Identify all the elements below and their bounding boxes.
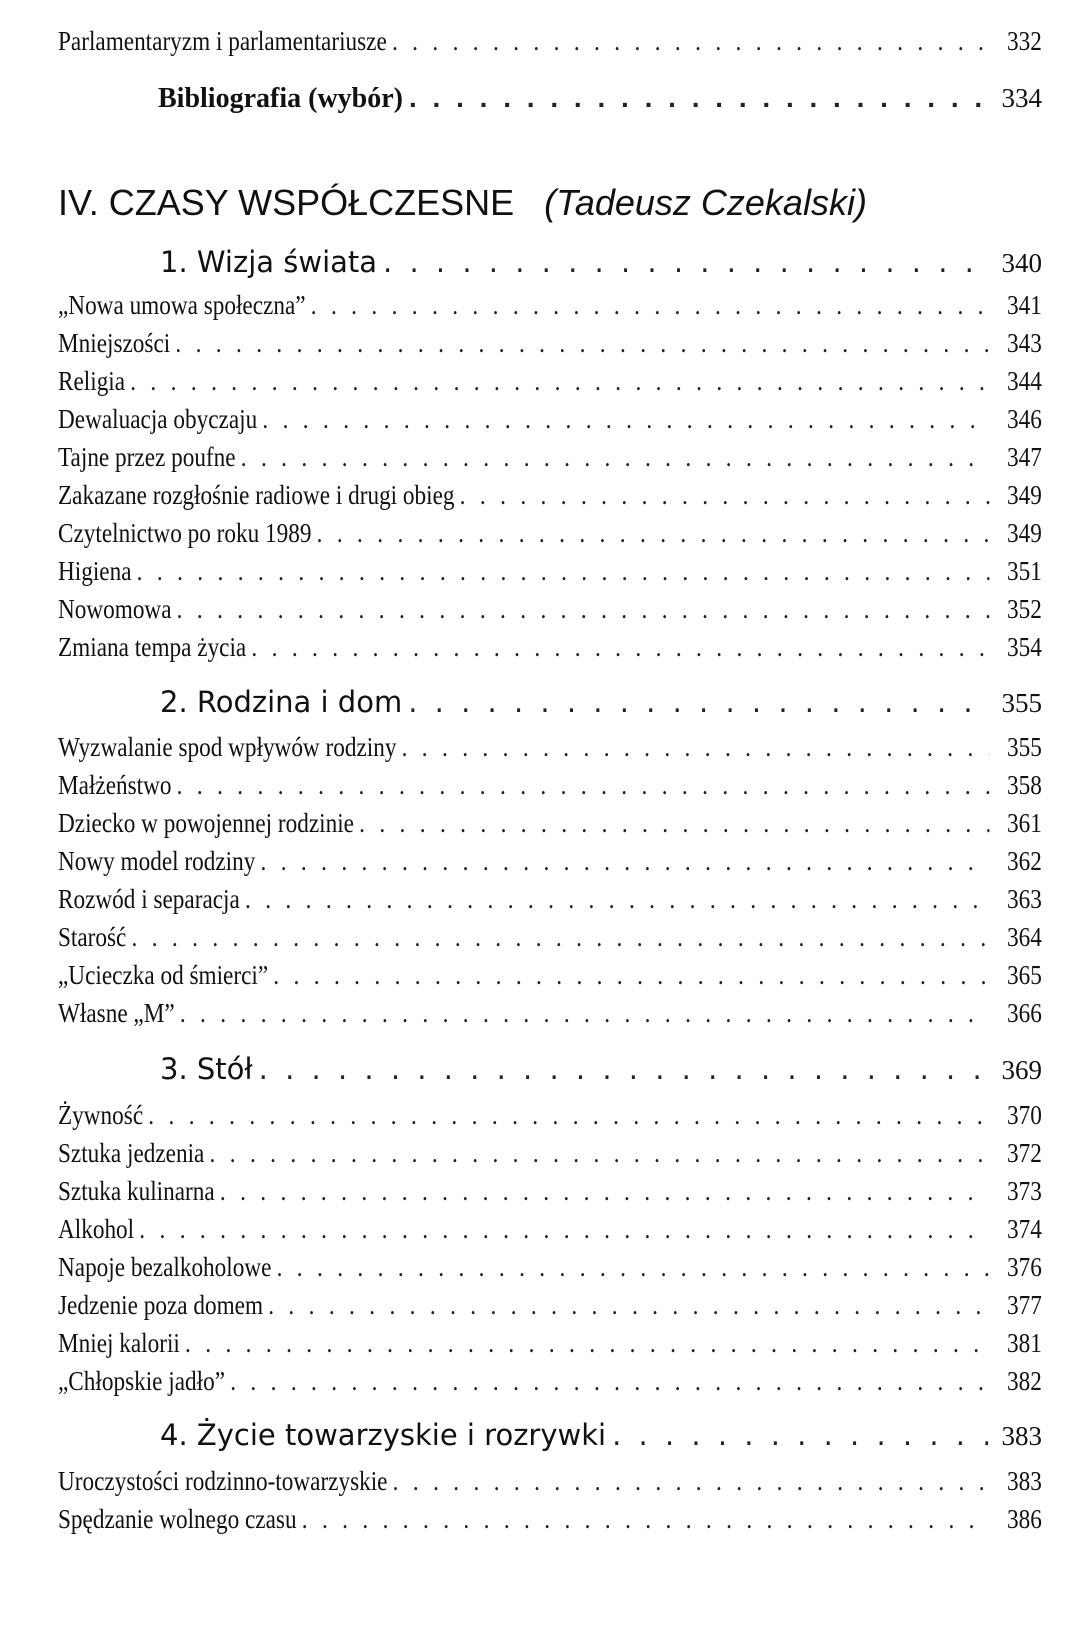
toc-entry-label: Rozwód i separacja <box>58 884 240 914</box>
part-heading <box>58 182 867 224</box>
toc-entry-label: Sztuka kulinarna <box>58 1176 215 1206</box>
dot-leader <box>383 245 988 279</box>
toc-entry-page: 341 <box>1007 290 1042 320</box>
dot-leader <box>359 808 989 839</box>
toc-entry <box>58 328 1042 359</box>
dot-leader <box>130 366 989 397</box>
section-heading <box>160 685 1042 719</box>
toc-entry-label: Napoje bezalkoholowe <box>58 1252 272 1282</box>
dot-leader <box>230 1366 989 1397</box>
toc-entry-page: 347 <box>1007 442 1042 472</box>
toc-entry <box>58 632 1042 663</box>
toc-entry-page: 344 <box>1007 366 1042 396</box>
toc-entry-page: 343 <box>1007 328 1042 358</box>
toc-entry-page: 332 <box>1007 26 1042 56</box>
toc-entry-label: Dewaluacja obyczaju <box>58 404 258 434</box>
dot-leader <box>220 1176 990 1207</box>
toc-entry <box>58 1176 1042 1207</box>
dot-leader <box>175 328 989 359</box>
toc-entry-page: 365 <box>1007 960 1042 990</box>
toc-entry <box>58 442 1042 473</box>
toc-entry-page: 351 <box>1007 556 1042 586</box>
toc-entry-label: Alkohol <box>58 1214 135 1244</box>
dot-leader <box>408 685 988 719</box>
toc-entry-label: Małżeństwo <box>58 770 172 800</box>
toc-entry <box>58 1100 1042 1131</box>
toc-entry-label: Higiena <box>58 556 132 586</box>
toc-entry-label: Tajne przez poufne <box>58 442 236 472</box>
toc-entry-label: Spędzanie wolnego czasu <box>58 1504 297 1534</box>
toc-entry <box>58 26 1042 57</box>
toc-entry <box>58 1504 1042 1535</box>
toc-entry-label: Zakazane rozgłośnie radiowe i drugi obieg <box>58 480 455 510</box>
toc-entry <box>58 366 1042 397</box>
section-heading <box>160 1052 1042 1086</box>
bibliography-entry <box>158 82 1042 115</box>
toc-entry <box>58 884 1042 915</box>
toc-entry-label: Starość <box>58 922 127 952</box>
toc-entry-page: 372 <box>1007 1138 1042 1168</box>
toc-entry-label: Wyzwalanie spod wpływów rodziny <box>58 732 397 762</box>
section-page: 340 <box>1001 248 1042 278</box>
dot-leader <box>612 1418 988 1452</box>
toc-entry-page: 354 <box>1007 632 1042 662</box>
toc-entry <box>58 556 1042 587</box>
dot-leader <box>277 1252 990 1283</box>
toc-entry <box>58 518 1042 549</box>
toc-entry-page: 370 <box>1007 1100 1042 1130</box>
toc-entry <box>58 1466 1042 1497</box>
toc-entry <box>58 404 1042 435</box>
dot-leader <box>392 26 989 57</box>
toc-entry-label: Nowomowa <box>58 594 172 624</box>
toc-entry-page: 352 <box>1007 594 1042 624</box>
toc-entry-page: 374 <box>1007 1214 1042 1244</box>
toc-entry-page: 366 <box>1007 998 1042 1028</box>
toc-entry <box>58 1138 1042 1169</box>
toc-entry-page: 361 <box>1007 808 1042 838</box>
toc-entry <box>58 290 1042 321</box>
toc-entry-page: 386 <box>1007 1504 1042 1534</box>
part-title: IV. CZASY WSPÓŁCZESNE <box>58 182 515 223</box>
dot-leader <box>317 518 990 549</box>
toc-entry <box>58 846 1042 877</box>
dot-leader <box>259 1052 988 1086</box>
toc-entry <box>58 960 1042 991</box>
section-heading <box>160 245 1042 279</box>
toc-entry-page: 383 <box>1007 1466 1042 1496</box>
toc-entry <box>58 1214 1042 1245</box>
dot-leader <box>460 480 990 511</box>
dot-leader <box>262 404 989 435</box>
toc-entry-label: „Chłopskie jadło” <box>58 1366 226 1396</box>
dot-leader <box>210 1138 990 1169</box>
part-author: (Tadeusz Czekalski) <box>544 182 867 223</box>
section-title: 2. Rodzina i dom <box>160 685 403 719</box>
dot-leader <box>137 556 990 587</box>
dot-leader <box>311 290 990 321</box>
dot-leader <box>251 632 989 663</box>
toc-entry-label: Nowy model rodziny <box>58 846 256 876</box>
section-page: 369 <box>1001 1055 1042 1085</box>
toc-entry-page: 364 <box>1007 922 1042 952</box>
dot-leader <box>393 1466 990 1497</box>
dot-leader <box>185 1328 989 1359</box>
toc-entry <box>58 1252 1042 1283</box>
toc-entry-label: „Nowa umowa społeczna” <box>58 290 306 320</box>
toc-entry-page: 358 <box>1007 770 1042 800</box>
toc-entry <box>58 480 1042 511</box>
toc-entry-label: Parlamentaryzm i parlamentariusze <box>58 26 387 56</box>
toc-entry-page: 376 <box>1007 1252 1042 1282</box>
dot-leader <box>302 1504 990 1535</box>
toc-entry <box>58 732 1042 763</box>
toc-entry-page: 349 <box>1007 518 1042 548</box>
toc-entry-page: 373 <box>1007 1176 1042 1206</box>
toc-entry-label: Zmiana tempa życia <box>58 632 247 662</box>
toc-entry-label: Jedzenie poza domem <box>58 1290 264 1320</box>
toc-entry <box>58 998 1042 1029</box>
toc-entry-label: Religia <box>58 366 126 396</box>
section-title: 3. Stół <box>160 1052 253 1086</box>
toc-entry-label: Uroczystości rodzinno-towarzyskie <box>58 1466 388 1496</box>
toc-entry-page: 349 <box>1007 480 1042 510</box>
toc-entry <box>58 594 1042 625</box>
bibliography-page: 334 <box>1001 83 1042 113</box>
toc-entry-label: „Ucieczka od śmierci” <box>58 960 269 990</box>
toc-entry-label: Dziecko w powojennej rodzinie <box>58 808 354 838</box>
toc-entry <box>58 922 1042 953</box>
dot-leader <box>409 82 988 114</box>
dot-leader <box>402 732 990 763</box>
dot-leader <box>273 960 989 991</box>
toc-entry <box>58 1290 1042 1321</box>
toc-entry-page: 363 <box>1007 884 1042 914</box>
dot-leader <box>177 770 990 801</box>
dot-leader <box>180 998 990 1029</box>
dot-leader <box>132 922 990 953</box>
toc-entry <box>58 770 1042 801</box>
dot-leader <box>177 594 990 625</box>
section-page: 383 <box>1001 1421 1042 1451</box>
toc-entry-label: Sztuka jedzenia <box>58 1138 205 1168</box>
section-title: 1. Wizja świata <box>160 245 378 279</box>
dot-leader <box>139 1214 989 1245</box>
dot-leader <box>148 1100 989 1131</box>
dot-leader <box>268 1290 989 1321</box>
section-page: 355 <box>1001 688 1042 718</box>
toc-entry-label: Własne „M” <box>58 998 175 1028</box>
toc-entry-page: 362 <box>1007 846 1042 876</box>
toc-entry-page: 381 <box>1007 1328 1042 1358</box>
toc-entry-page: 355 <box>1007 732 1042 762</box>
dot-leader <box>241 442 990 473</box>
toc-entry-page: 346 <box>1007 404 1042 434</box>
bibliography-label: Bibliografia (wybór) <box>158 83 403 114</box>
toc-entry-page: 377 <box>1007 1290 1042 1320</box>
section-heading <box>160 1418 1042 1452</box>
toc-entry-label: Mniejszości <box>58 328 171 358</box>
toc-entry-label: Czytelnictwo po roku 1989 <box>58 518 312 548</box>
toc-entry-label: Mniej kalorii <box>58 1328 180 1358</box>
dot-leader <box>245 884 989 915</box>
toc-entry <box>58 808 1042 839</box>
section-title: 4. Życie towarzyskie i rozrywki <box>160 1418 607 1452</box>
toc-entry <box>58 1328 1042 1359</box>
toc-entry <box>58 1366 1042 1397</box>
toc-entry-label: Żywność <box>58 1100 144 1130</box>
dot-leader <box>261 846 990 877</box>
toc-entry-page: 382 <box>1007 1366 1042 1396</box>
